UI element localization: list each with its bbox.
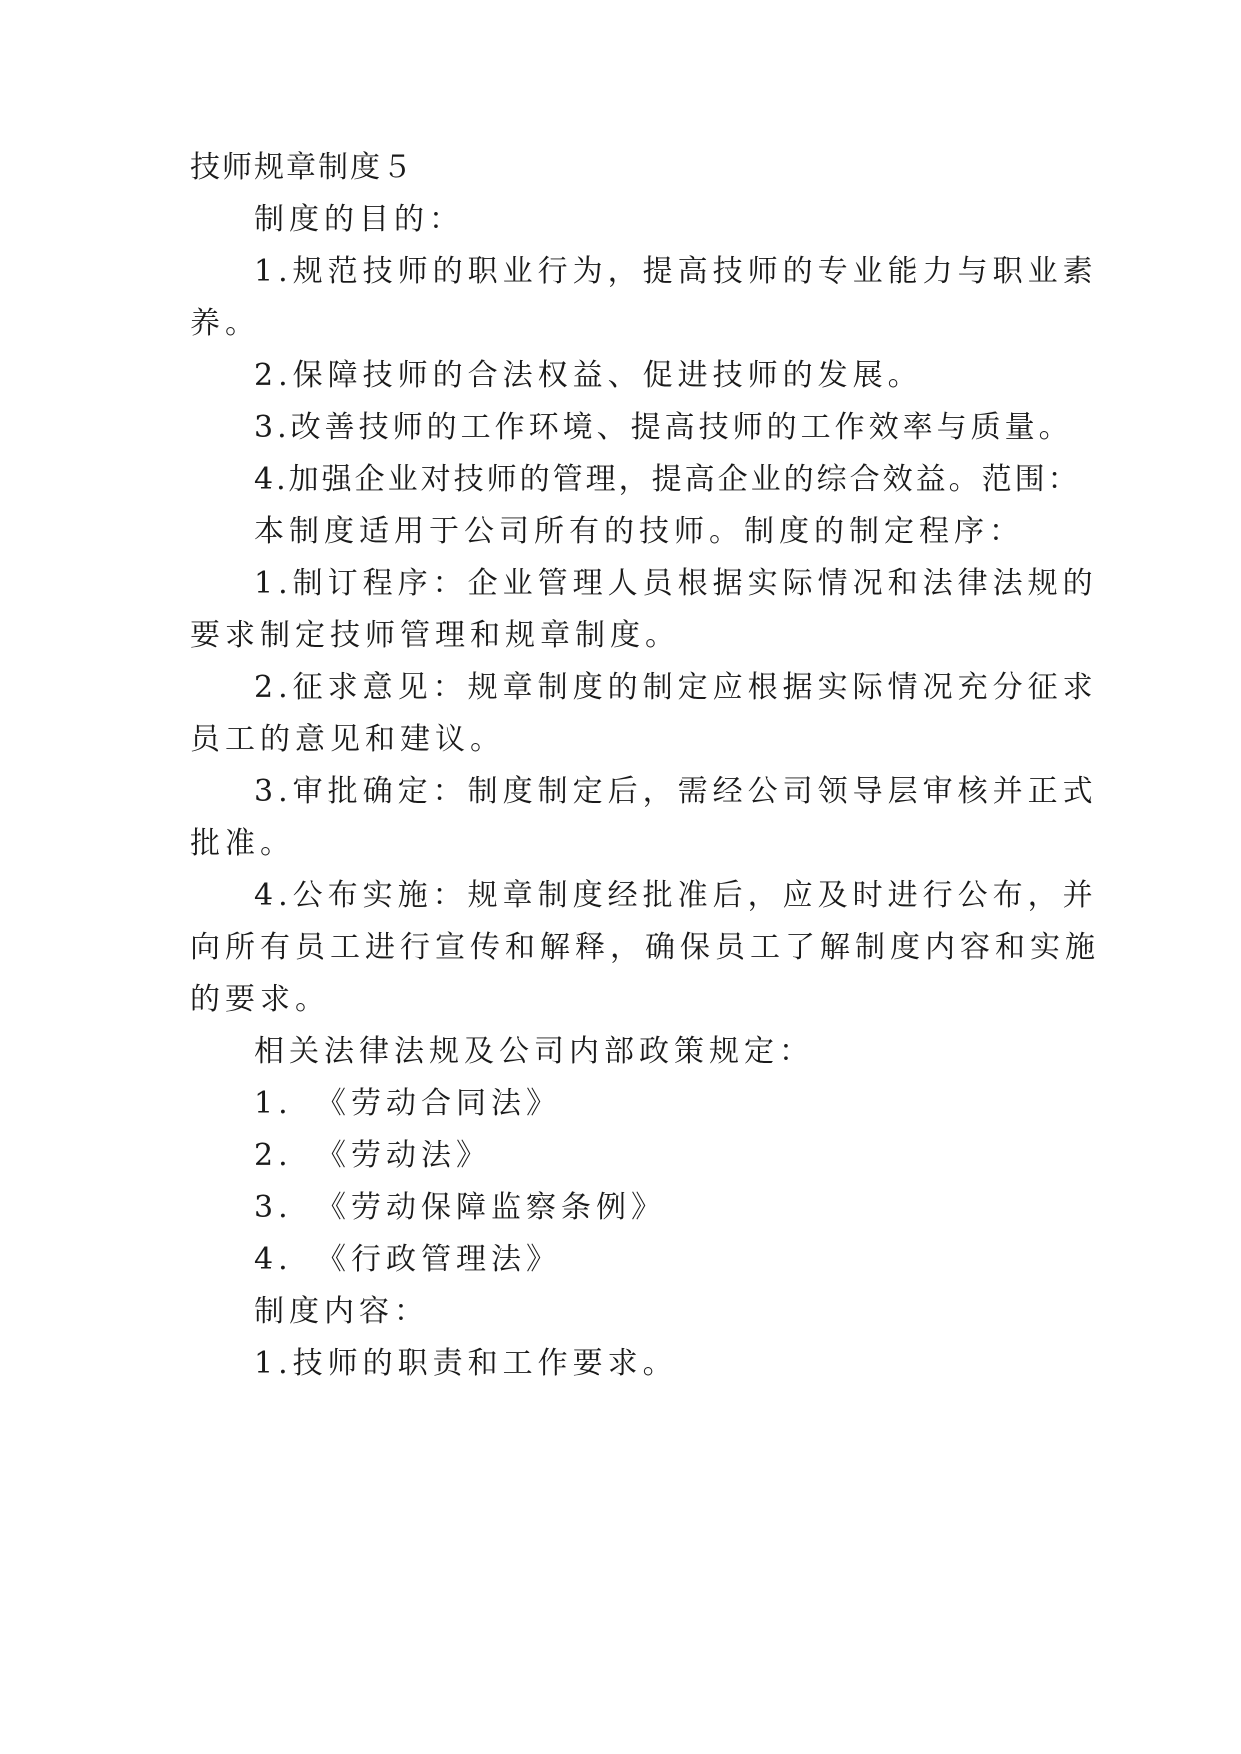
- law-list-number: 1.: [254, 1086, 293, 1121]
- paragraph-line: 员工的意见和建议。: [190, 722, 505, 757]
- paragraph-line: 2.保障技师的合法权益、促进技师的发展。: [254, 358, 923, 393]
- law-list-number: 3.: [254, 1190, 293, 1225]
- paragraph-line: 的要求。: [190, 982, 330, 1017]
- paragraph-line: 2.征求意见：规章制度的制定应根据实际情况充分征求: [254, 670, 1098, 705]
- content-heading: 制度内容：: [254, 1294, 429, 1329]
- paragraph-line: 相关法律法规及公司内部政策规定：: [254, 1034, 814, 1069]
- paragraph-line: 向所有员工进行宣传和解释，确保员工了解制度内容和实施: [190, 930, 1100, 965]
- paragraph-line: 4.公布实施：规章制度经批准后，应及时进行公布，并: [254, 878, 1098, 913]
- paragraph-line: 3.审批确定：制度制定后，需经公司领导层审核并正式: [254, 774, 1098, 809]
- paragraph-line: 3.改善技师的工作环境、提高技师的工作效率与质量。: [254, 410, 1073, 445]
- paragraph-line: 本制度适用于公司所有的技师。制度的制定程序：: [254, 514, 1024, 549]
- paragraph-line: 4.加强企业对技师的管理，提高企业的综合效益。范围：: [254, 462, 1081, 497]
- paragraph-line: 批准。: [190, 826, 295, 861]
- law-list-name: 《劳动合同法》: [316, 1086, 561, 1121]
- law-list-item: [254, 1084, 1134, 1124]
- paragraph-line: 要求制定技师管理和规章制度。: [190, 618, 680, 653]
- law-list-item: [254, 1240, 1134, 1280]
- law-list-name: 《行政管理法》: [316, 1242, 561, 1277]
- law-list-number: 4.: [254, 1242, 293, 1277]
- law-list-number: 2.: [254, 1138, 293, 1173]
- paragraph-line: 养。: [190, 306, 260, 341]
- content-item: 1.技师的职责和工作要求。: [254, 1346, 678, 1381]
- paragraph-line: 1.规范技师的职业行为，提高技师的专业能力与职业素: [254, 254, 1098, 289]
- law-list-name: 《劳动法》: [316, 1138, 491, 1173]
- law-list-item: [254, 1136, 1134, 1176]
- paragraph-line: 制度的目的：: [254, 202, 464, 237]
- law-list-name: 《劳动保障监察条例》: [316, 1190, 666, 1225]
- paragraph-line: 1.制订程序：企业管理人员根据实际情况和法律法规的: [254, 566, 1098, 601]
- law-list-item: [254, 1188, 1134, 1228]
- document-title: 技师规章制度５: [190, 150, 414, 185]
